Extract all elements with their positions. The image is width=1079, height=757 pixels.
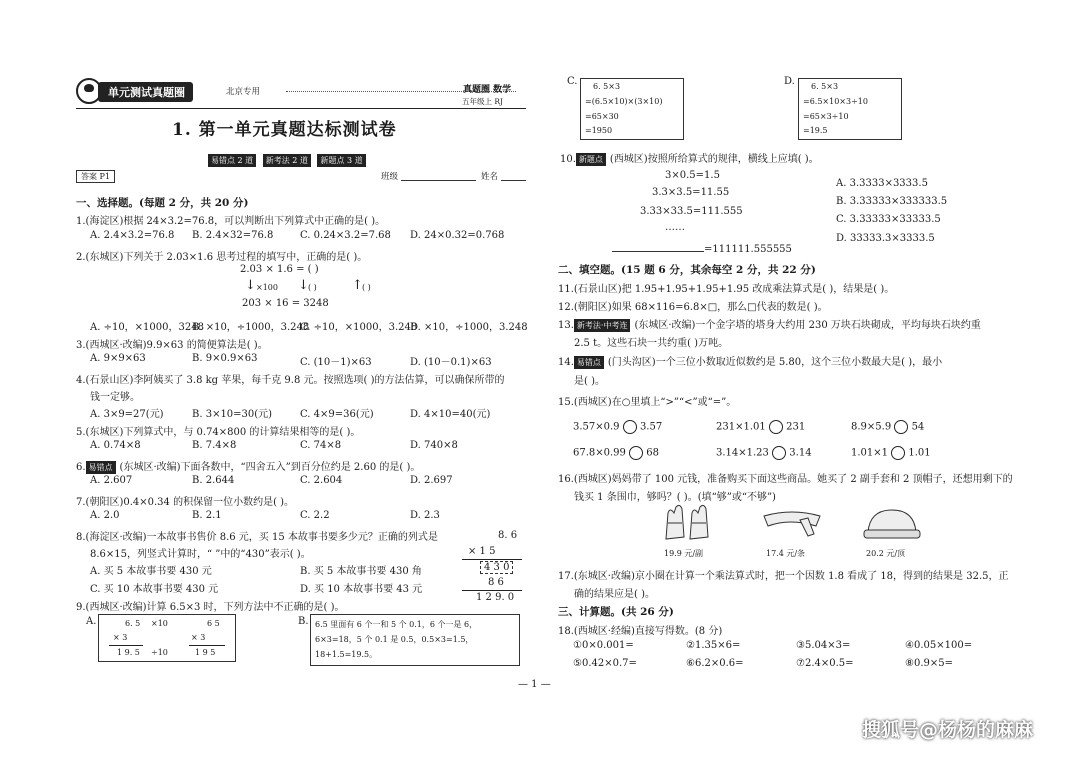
q9-option-c-label: C.: [567, 76, 578, 87]
q8-calc-rule: [462, 559, 522, 560]
q10-tag: 新题点: [576, 153, 606, 166]
name-field[interactable]: [501, 180, 526, 181]
q18-item-1: ①0×0.001=: [573, 640, 634, 651]
q9a-l3: 1 9. 5: [117, 648, 140, 657]
gloves-icon: [660, 503, 720, 543]
q15-4-right: 68: [646, 447, 660, 459]
tag-new-method: 新考法 2 道: [263, 154, 311, 167]
q9c-l1: 6. 5×3: [593, 82, 621, 91]
arrow-down-icon: ↓: [298, 278, 309, 293]
q13-line-2: 2.5 t。这些石块一共约重( )万吨。: [574, 338, 729, 349]
q15-item-3: [851, 420, 924, 434]
q9a-r2: × 3: [191, 633, 206, 642]
q6-text: (东城区·改编)下面各数中，“四舍五入”到百分位约是 2.60 的是( )。: [119, 462, 421, 473]
tag-row: [208, 154, 370, 167]
arrow-up-icon: ↑: [352, 278, 363, 293]
q10-option-b: B. 3.33333×333333.5: [836, 196, 948, 207]
q9-option-d-box: [798, 78, 902, 140]
q9-option-a-label: A.: [86, 616, 97, 627]
q4-option-d: D. 4×10=40(元): [410, 409, 491, 420]
q18-item-5: ⑤0.42×0.7=: [573, 658, 637, 669]
q8-calc-line-4: 8 6: [488, 577, 504, 588]
q9c-l3: =65×30: [585, 112, 619, 121]
class-label: 班级: [381, 172, 399, 182]
compare-circle[interactable]: [623, 420, 637, 434]
q2-option-d: D. ×10，÷1000，3.248: [410, 322, 528, 333]
q17-line-1: 17.(东城区·改编)京小圈在计算一个乘法算式时，把一个因数 1.8 看成了 18，得到的结果是 32.5，正: [558, 571, 1009, 582]
q9a-r3: 1 9 5: [195, 648, 216, 657]
q15-1-left: 3.57×0.9: [573, 421, 620, 433]
tag-mistake: 易错点 2 道: [208, 154, 256, 167]
q2-option-a: A. ÷10，×1000，3248: [90, 322, 204, 333]
q15-1-right: 3.57: [639, 421, 663, 433]
q5-option-d: D. 740×8: [410, 440, 458, 451]
q9a-rule-2: [189, 645, 225, 646]
q13-text: (东城区·改编)一个金字塔的塔身大约用 230 万块石块砌成，平均每块石块约重: [634, 320, 981, 331]
q15-item-6: [851, 446, 931, 460]
q15-6-left: 1.01×1: [851, 447, 889, 459]
q15-2-right: 231: [786, 421, 806, 433]
q1-option-c: C. 0.24×3.2=7.68: [300, 230, 391, 241]
q9a-op1: ×10: [151, 619, 168, 628]
answer-row: [76, 170, 526, 184]
q9-option-b-box: [310, 614, 520, 666]
q18: 18.(西城区·经编)直接写得数。(8 分): [558, 626, 723, 637]
q15-item-5: [716, 446, 812, 460]
q6-number: 6.: [76, 462, 86, 473]
q3-option-c: C. (10－1)×63: [300, 357, 372, 368]
q15-5-left: 3.14×1.23: [716, 447, 769, 459]
q10-row-2: 3.3×3.5=11.55: [652, 187, 730, 198]
q5: 5.(东城区)下列算式中，与 0.74×800 的计算结果相等的是( )。: [76, 427, 361, 438]
q18-item-2: ②1.35×6=: [686, 640, 741, 651]
q12: 12.(朝阳区)如果 68×116=6.8×□，那么□代表的数是( )。: [558, 302, 828, 313]
q9d-l1: 6. 5×3: [811, 82, 839, 91]
q2-row-2: 203 × 16 = 3248: [242, 298, 329, 309]
q10-option-c: C. 3.33333×33333.5: [836, 214, 941, 225]
q3-option-a: A. 9×9×63: [90, 353, 146, 364]
q9-option-c-box: [580, 78, 684, 140]
q8-option-c: C. 买 10 本故事书要 430 元: [90, 584, 219, 595]
q16-line-1: 16.(西城区)妈妈带了 100 元钱，准备购买下面这些商品。她买了 2 副手套和 2 顶帽子，还想用剩下的: [558, 474, 1013, 485]
q9d-l2: =6.5×10×3÷10: [803, 97, 868, 106]
q1: 1.(海淀区)根据 24×3.2=76.8，可以判断出下列算式中正确的是( )。: [76, 216, 386, 227]
q7-option-b: B. 2.1: [192, 510, 222, 521]
q8-calc-rule-2: [462, 590, 522, 591]
q18-item-7: ⑦2.4×0.5=: [796, 658, 854, 669]
q8-option-b: B. 买 5 本故事书要 430 角: [300, 566, 422, 577]
q9a-rule: [109, 645, 143, 646]
q9b-l1: 6.5 里面有 6 个一和 5 个 0.1，6 个一是 6，: [315, 620, 478, 629]
q14-tag: 易错点: [574, 356, 604, 369]
q8-option-d: D. 买 10 本故事书要 43 元: [300, 584, 423, 595]
region-label: 北京专用: [226, 87, 261, 97]
q10-row-3: 3.33×33.5=111.555: [640, 206, 743, 217]
q9b-l2: 6×3=18，5 个 0.1 是 0.5，0.5×3=1.5，: [315, 635, 474, 644]
q9d-l3: =65×3÷10: [803, 112, 849, 121]
q15-4-left: 67.8×0.99: [573, 447, 626, 459]
q7-option-c: C. 2.2: [300, 510, 330, 521]
q8-calc-line-3: 4 3 0: [480, 561, 513, 574]
q13-line-1: [558, 316, 981, 332]
q15-item-1: [573, 420, 662, 434]
section-1-title: 一、选择题。(每题 2 分，共 20 分): [76, 197, 249, 209]
page-title: 1. 第一单元真题达标测试卷: [172, 120, 397, 140]
q18-item-6: ⑥6.2×0.6=: [686, 658, 744, 669]
q6: [76, 458, 420, 474]
q14-text: (门头沟区)一个三位小数取近似数约是 5.80，这个三位小数最大是( )，最小: [607, 357, 943, 368]
q2-row-1: 2.03 × 1.6 = ( ): [240, 264, 319, 275]
q9c-l2: =(6.5×10)×(3×10): [585, 97, 663, 106]
series-name: 真题圈 数学: [463, 85, 512, 95]
compare-circle[interactable]: [769, 420, 783, 434]
q9c-l4: =1950: [585, 126, 613, 135]
q15-3-left: 8.9×5.9: [851, 421, 892, 433]
series-badge: 单元测试真题圈: [98, 82, 193, 102]
q15-3-right: 54: [911, 421, 925, 433]
q7-option-d: D. 2.3: [410, 510, 440, 521]
q8-calc-line-5: 1 2 9. 0: [476, 592, 515, 603]
q15-item-4: [573, 446, 659, 460]
q6-tag: 易错点: [86, 461, 116, 474]
q9: 9.(西城区·改编)计算 6.5×3 时，下列方法中不正确的是( )。: [76, 602, 345, 613]
q2-option-b: B. ×10，÷1000，3.248: [192, 322, 310, 333]
q18-item-4: ④0.05×100=: [905, 640, 973, 651]
q8-option-a: A. 买 5 本故事书要 430 元: [90, 566, 212, 577]
q6-option-b: B. 2.644: [192, 475, 235, 486]
q5-option-b: B. 7.4×8: [192, 440, 237, 451]
q1-option-b: B. 2.4×32=76.8: [192, 230, 274, 241]
q15-6-right: 1.01: [908, 447, 931, 459]
q10-number: 10.: [560, 154, 576, 165]
q10: [560, 150, 819, 166]
compare-circle[interactable]: [772, 446, 786, 460]
arrow-down-icon: ↓: [245, 278, 256, 293]
q10-option-a: A. 3.3333×3333.5: [836, 178, 928, 189]
hat-icon: [860, 506, 924, 540]
q9-option-b-label: B.: [298, 616, 309, 627]
q8-calc-line-2: × 1 5: [468, 546, 496, 557]
q9a-l1: 6. 5: [125, 619, 141, 628]
grade-label: 五年级上 RJ: [462, 97, 504, 106]
q15: 15.(西城区)在○里填上“>”“<”或“=”。: [558, 397, 737, 408]
class-field[interactable]: [401, 180, 476, 181]
q2-arrow-3: ( ): [362, 283, 371, 292]
q15-item-2: [716, 420, 805, 434]
q6-option-d: D. 2.697: [410, 475, 453, 486]
page-number: — 1 —: [518, 679, 551, 690]
q13-number: 13.: [558, 320, 574, 331]
q14-number: 14.: [558, 357, 574, 368]
q2-arrow-2: ( ): [308, 283, 317, 292]
scarf-price: 17.4 元/条: [766, 549, 806, 558]
q11: 11.(石景山区)把 1.95+1.95+1.95+1.95 改成乘法算式是( )，结果是( )。: [558, 284, 895, 295]
q1-option-d: D. 24×0.32=0.768: [410, 230, 505, 241]
scarf-icon: [760, 506, 824, 538]
q8-calc-line-1: 8. 6: [498, 530, 518, 541]
q14-line-2: 是( )。: [574, 376, 605, 387]
q4-option-b: B. 3×10=30(元): [192, 409, 273, 420]
gloves-price: 19.9 元/副: [664, 549, 704, 558]
name-label: 姓名: [481, 172, 499, 182]
q2-option-c: C. ÷10，×1000，3.248: [300, 322, 418, 333]
q17-line-2: 确的结果应是( )。: [574, 589, 655, 600]
q9d-l4: =19.5: [803, 126, 828, 135]
q3: 3.(西城区·改编)9.9×63 的简便算法是( )。: [76, 340, 268, 351]
q5-option-a: A. 0.74×8: [90, 440, 141, 451]
q7-option-a: A. 2.0: [90, 510, 120, 521]
compare-circle[interactable]: [891, 446, 905, 460]
q8-line-2: 8.6×15，列竖式计算时，“ ”中的“430”表示( )。: [90, 549, 311, 560]
q4-line-1: 4.(石景山区)李阿姨买了 3.8 kg 苹果，每千克 9.8 元。按照选项( )的方法估算，可以确保所带的: [76, 375, 505, 386]
q4-option-c: C. 4×9=36(元): [300, 409, 374, 420]
q15-5-right: 3.14: [789, 447, 812, 459]
q2: 2.(东城区)下列关于 2.03×1.6 思考过程的填写中，正确的是( )。: [76, 252, 368, 263]
q5-option-c: C. 74×8: [300, 440, 342, 451]
q10-blank[interactable]: [612, 242, 704, 252]
q10-row-1: 3×0.5=1.5: [665, 170, 720, 181]
q9b-l3: 18+1.5=19.5。: [315, 650, 378, 659]
section-2-title: 二、填空题。(15 题 6 分，其余每空 2 分，共 22 分): [558, 264, 816, 276]
q18-item-3: ③5.04×3=: [796, 640, 851, 651]
q8-line-1: 8.(海淀区·改编)一本故事书售价 8.6 元，买 15 本故事书要多少元？正确的列式是: [76, 532, 438, 543]
q14-line-1: [558, 353, 942, 369]
section-3-title: 三、计算题。(共 26 分): [558, 606, 674, 618]
q9-option-d-label: D.: [784, 76, 795, 87]
hat-price: 20.2 元/顶: [866, 549, 906, 558]
q9a-op2: ÷10: [151, 648, 168, 657]
q6-option-a: A. 2.607: [90, 475, 133, 486]
q10-option-d: D. 33333.3×3333.5: [836, 233, 935, 244]
q9-option-a-box: [98, 614, 236, 662]
q15-2-left: 231×1.01: [716, 421, 766, 433]
header-rule: [76, 108, 526, 109]
compare-circle[interactable]: [894, 420, 908, 434]
q3-option-b: B. 9×0.9×63: [192, 353, 258, 364]
q16-line-2: 钱买 1 条围巾，够吗？( )。(填“够”或“不够”): [574, 492, 776, 503]
answer-ref: 答案 P1: [76, 170, 115, 183]
tag-new-point: 新题点 3 道: [317, 154, 365, 167]
q10-row-4: ……: [665, 222, 685, 233]
q9a-r1: 6 5: [207, 619, 220, 628]
watermark: 搜狐号@杨杨的麻麻: [862, 719, 1034, 741]
q13-tag: 新考法·中考连: [574, 319, 631, 332]
q7: 7.(朝阳区)0.4×0.34 的积保留一位小数约是( )。: [76, 497, 295, 508]
q3-option-d: D. (10－0.1)×63: [410, 357, 492, 368]
q10-row-5: [612, 242, 792, 255]
q2-arrow-1: ×100: [256, 283, 278, 292]
q18-item-8: ⑧0.9×5=: [905, 658, 953, 669]
q4-line-2: 钱一定够。: [90, 392, 140, 403]
q10-row-5-text: =111111.555555: [704, 244, 792, 255]
q1-option-a: A. 2.4×3.2=76.8: [90, 230, 175, 241]
q6-option-c: C. 2.604: [300, 475, 343, 486]
q4-option-a: A. 3×9=27(元): [90, 409, 164, 420]
q9a-l2: × 3: [113, 633, 128, 642]
compare-circle[interactable]: [629, 446, 643, 460]
q10-text: (西城区)按照所给算式的规律，横线上应填( )。: [609, 154, 819, 165]
